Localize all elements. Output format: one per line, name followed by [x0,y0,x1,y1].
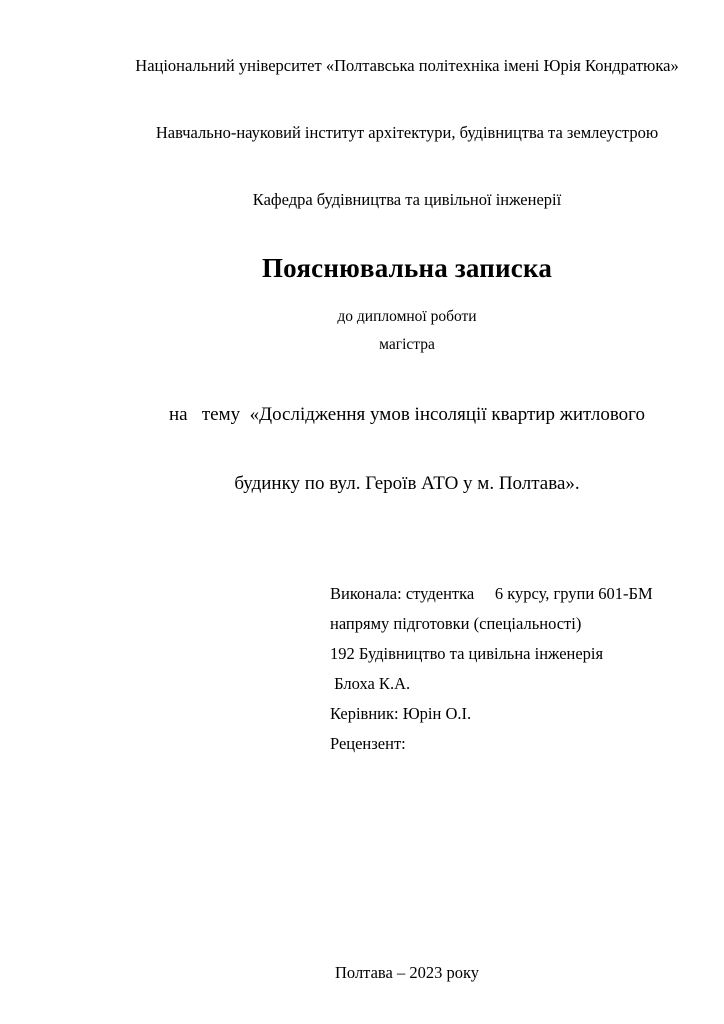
document-subtitle-degree: магістра [379,336,435,353]
document-title: Пояснювальна записка [261,253,553,283]
institute-name: Навчально-науковий інститут архітектури, будівництва та землеустрою [155,123,659,142]
university-header [100,14,714,251]
reviewer-line: Рецензент: [330,734,406,753]
specialty-line: 192 Будівництво та цивільна інженерія [330,644,604,663]
university-name: Національний університет «Полтавська політехніка імені Юрія Кондратюка» [135,56,679,75]
department-name: Кафедра будівництва та цивільної інженерії [252,190,562,209]
author-block [330,579,653,759]
supervisor-line: Керівник: Юрін О.І. [330,704,472,723]
thesis-topic-line-1: на тему «Дослідження умов інсоляції квартир житлового [169,404,645,425]
thesis-topic-line-2: будинку по вул. Героїв АТО у м. Полтава». [234,473,580,494]
performed-by-line: Виконала: студентка 6 курсу, групи 601-БМ [330,584,653,603]
document-subtitle-type: до дипломної роботи [337,308,477,325]
specialty-intro-line: напряму підготовки (спеціальності) [330,614,582,633]
student-name-line: Блоха К.А. [330,674,411,693]
thesis-topic [100,362,714,536]
footer-city-year: Полтава – 2023 року [335,963,479,982]
